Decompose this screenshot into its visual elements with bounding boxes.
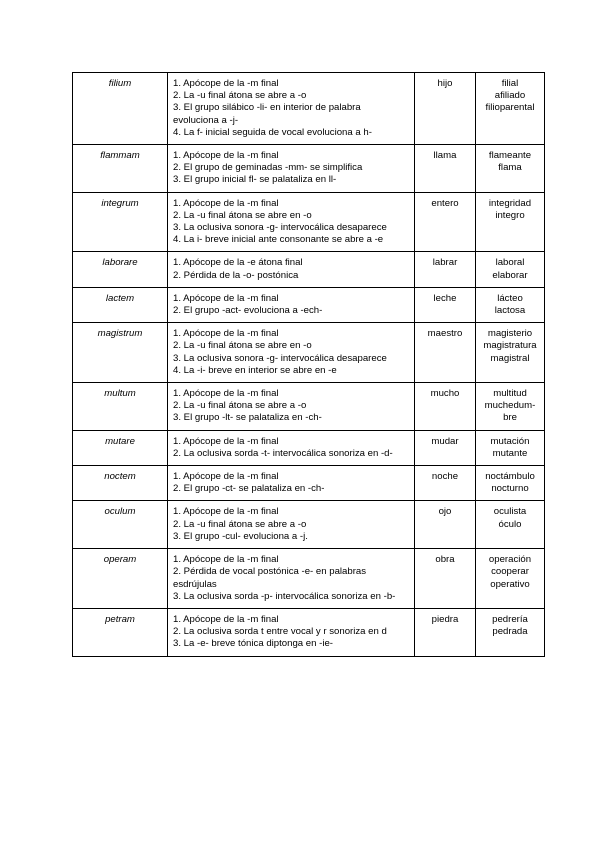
- etymology-table: [72, 72, 545, 657]
- derived-word: nocturno: [491, 483, 529, 495]
- phonetic-change-item: 1. Apócope de la -m final: [173, 328, 279, 340]
- spanish-word-cell: obra: [415, 549, 476, 609]
- phonetic-change-item: 4. La i- breve inicial ante consonante se abre a -e: [173, 234, 384, 246]
- derived-words-cell: [476, 466, 545, 501]
- phonetic-change-item: 1. Apócope de la -m final: [173, 388, 279, 400]
- derived-words-cell: [476, 73, 545, 145]
- spanish-word-cell: entero: [415, 192, 476, 252]
- spanish-word-cell: llama: [415, 145, 476, 193]
- derived-word: mutante: [492, 447, 528, 459]
- phonetic-change-item: 3. El grupo -lt- se palataliza en -ch-: [173, 412, 322, 424]
- derived-word: afiliado: [494, 90, 526, 102]
- derived-word: magistratura: [483, 340, 537, 352]
- table-row: [73, 466, 545, 501]
- derived-word: filial: [501, 78, 519, 89]
- phonetic-change-item: 2. La oclusiva sorda -t- intervocálica sonoriza en -d-: [173, 447, 393, 459]
- phonetic-change-item: 2. El grupo -act- evoluciona a -ech-: [173, 305, 323, 317]
- phonetic-change-item: 2. El grupo de geminadas -mm- se simplifica: [173, 162, 363, 174]
- latin-word-cell: flammam: [73, 145, 168, 193]
- phonetic-change-item: 1. Apócope de la -m final: [173, 613, 279, 625]
- latin-word-cell: magistrum: [73, 323, 168, 383]
- derived-words-cell: [476, 145, 545, 193]
- latin-word-cell: mutare: [73, 430, 168, 465]
- phonetic-change-item: 1. Apócope de la -m final: [173, 435, 279, 447]
- derived-word: noctámbulo: [485, 471, 535, 483]
- table-row: [73, 192, 545, 252]
- latin-word-cell: oculum: [73, 501, 168, 549]
- phonetic-change-item: 2. La -u final átona se abre a -o: [173, 90, 307, 102]
- latin-word-cell: petram: [73, 608, 168, 656]
- table-row: [73, 73, 545, 145]
- phonetic-change-item: 1. Apócope de la -m final: [173, 506, 279, 518]
- table-row: [73, 145, 545, 193]
- spanish-word-cell: labrar: [415, 252, 476, 287]
- derived-word: flama: [498, 162, 522, 174]
- derived-words-cell: [476, 608, 545, 656]
- phonetic-change-item: 4. La -i- breve en interior se abre en -e: [173, 364, 337, 376]
- phonetic-change-item: 3. El grupo silábico -li- en interior de palabra evoluciona a -j-: [173, 102, 361, 126]
- phonetic-change-item: 1. Apócope de la -m final: [173, 471, 279, 483]
- derived-word: muchedum-: [484, 400, 536, 412]
- derived-words-cell: [476, 501, 545, 549]
- etymology-table-body: [73, 73, 545, 657]
- phonetic-changes-cell: [168, 383, 415, 431]
- phonetic-change-item: 3. La oclusiva sorda -p- intervocálica sonoriza en -b-: [173, 590, 396, 602]
- phonetic-change-item: 1. Apócope de la -m final: [173, 197, 279, 209]
- phonetic-change-item: 1. Apócope de la -m final: [173, 292, 279, 304]
- derived-word: pedrería: [492, 613, 528, 625]
- derived-words-cell: [476, 549, 545, 609]
- derived-words-cell: [476, 287, 545, 322]
- table-row: [73, 549, 545, 609]
- derived-words-cell: [476, 192, 545, 252]
- phonetic-changes-cell: [168, 73, 415, 145]
- phonetic-change-item: 1. Apócope de la -m final: [173, 554, 279, 566]
- spanish-word-cell: mudar: [415, 430, 476, 465]
- derived-word: mutación: [490, 435, 530, 447]
- phonetic-changes-cell: [168, 501, 415, 549]
- spanish-word-cell: piedra: [415, 608, 476, 656]
- derived-words-cell: [476, 252, 545, 287]
- derived-word: magistral: [490, 352, 530, 364]
- derived-word: óculo: [498, 518, 522, 530]
- derived-word: integridad: [488, 197, 532, 209]
- derived-word: flameante: [488, 150, 532, 162]
- phonetic-change-item: 3. La -e- breve tónica diptonga en -ie-: [173, 638, 333, 650]
- latin-word-cell: integrum: [73, 192, 168, 252]
- phonetic-change-item: 2. La -u final átona se abre en -o: [173, 340, 312, 352]
- spanish-word-cell: noche: [415, 466, 476, 501]
- spanish-word-cell: ojo: [415, 501, 476, 549]
- derived-word: lactosa: [494, 305, 526, 317]
- phonetic-changes-cell: [168, 323, 415, 383]
- phonetic-change-item: 1. Apócope de la -m final: [173, 150, 279, 162]
- table-row: [73, 608, 545, 656]
- table-row: [73, 252, 545, 287]
- phonetic-change-item: 2. Pérdida de vocal postónica -e- en palabras esdrújulas: [173, 566, 367, 590]
- derived-words-cell: [476, 383, 545, 431]
- phonetic-changes-cell: [168, 252, 415, 287]
- latin-word-cell: noctem: [73, 466, 168, 501]
- spanish-word-cell: mucho: [415, 383, 476, 431]
- derived-word: multitud: [493, 388, 527, 400]
- derived-word: elaborar: [492, 269, 528, 281]
- derived-word: laboral: [495, 257, 525, 269]
- phonetic-change-item: 4. La f- inicial seguida de vocal evoluciona a h-: [173, 126, 372, 138]
- derived-words-cell: [476, 430, 545, 465]
- table-row: [73, 430, 545, 465]
- phonetic-change-item: 2. La -u final átona se abre en -o: [173, 209, 312, 221]
- derived-word: operativo: [490, 578, 530, 590]
- phonetic-changes-cell: [168, 145, 415, 193]
- table-row: [73, 287, 545, 322]
- derived-word: magisterio: [487, 328, 533, 340]
- latin-word-cell: multum: [73, 383, 168, 431]
- latin-word-cell: laborare: [73, 252, 168, 287]
- derived-word: operación: [488, 554, 532, 566]
- latin-word-cell: operam: [73, 549, 168, 609]
- phonetic-changes-cell: [168, 466, 415, 501]
- phonetic-change-item: 1. Apócope de la -m final: [173, 78, 279, 89]
- derived-word: lácteo: [497, 292, 523, 304]
- phonetic-change-item: 2. La -u final átona se abre a -o: [173, 518, 307, 530]
- derived-word: integro: [495, 209, 525, 221]
- phonetic-change-item: 3. El grupo inicial fl- se palataliza en ll-: [173, 174, 337, 186]
- derived-word: filioparental: [485, 102, 535, 114]
- phonetic-changes-cell: [168, 430, 415, 465]
- table-row: [73, 501, 545, 549]
- phonetic-changes-cell: [168, 608, 415, 656]
- derived-word: cooperar: [491, 566, 529, 578]
- phonetic-changes-cell: [168, 192, 415, 252]
- phonetic-changes-cell: [168, 549, 415, 609]
- latin-word-cell: filium: [73, 73, 168, 145]
- phonetic-change-item: 3. El grupo -cul- evoluciona a -j.: [173, 530, 308, 542]
- phonetic-change-item: 3. La oclusiva sonora -g- intervocálica desaparece: [173, 352, 387, 364]
- phonetic-change-item: 1. Apócope de la -e átona final: [173, 257, 303, 269]
- table-row: [73, 383, 545, 431]
- phonetic-changes-cell: [168, 287, 415, 322]
- spanish-word-cell: maestro: [415, 323, 476, 383]
- spanish-word-cell: hijo: [415, 73, 476, 145]
- derived-word: bre: [503, 412, 517, 424]
- phonetic-change-item: 2. La oclusiva sorda t entre vocal y r sonoriza en d: [173, 626, 387, 638]
- phonetic-change-item: 2. El grupo -ct- se palataliza en -ch-: [173, 483, 325, 495]
- latin-word-cell: lactem: [73, 287, 168, 322]
- spanish-word-cell: leche: [415, 287, 476, 322]
- phonetic-change-item: 3. La oclusiva sonora -g- intervocálica desaparece: [173, 222, 387, 234]
- phonetic-change-item: 2. La -u final átona se abre a -o: [173, 400, 307, 412]
- derived-words-cell: [476, 323, 545, 383]
- derived-word: oculista: [493, 506, 527, 518]
- derived-word: pedrada: [492, 626, 528, 638]
- phonetic-change-item: 2. Pérdida de la -o- postónica: [173, 269, 299, 281]
- table-row: [73, 323, 545, 383]
